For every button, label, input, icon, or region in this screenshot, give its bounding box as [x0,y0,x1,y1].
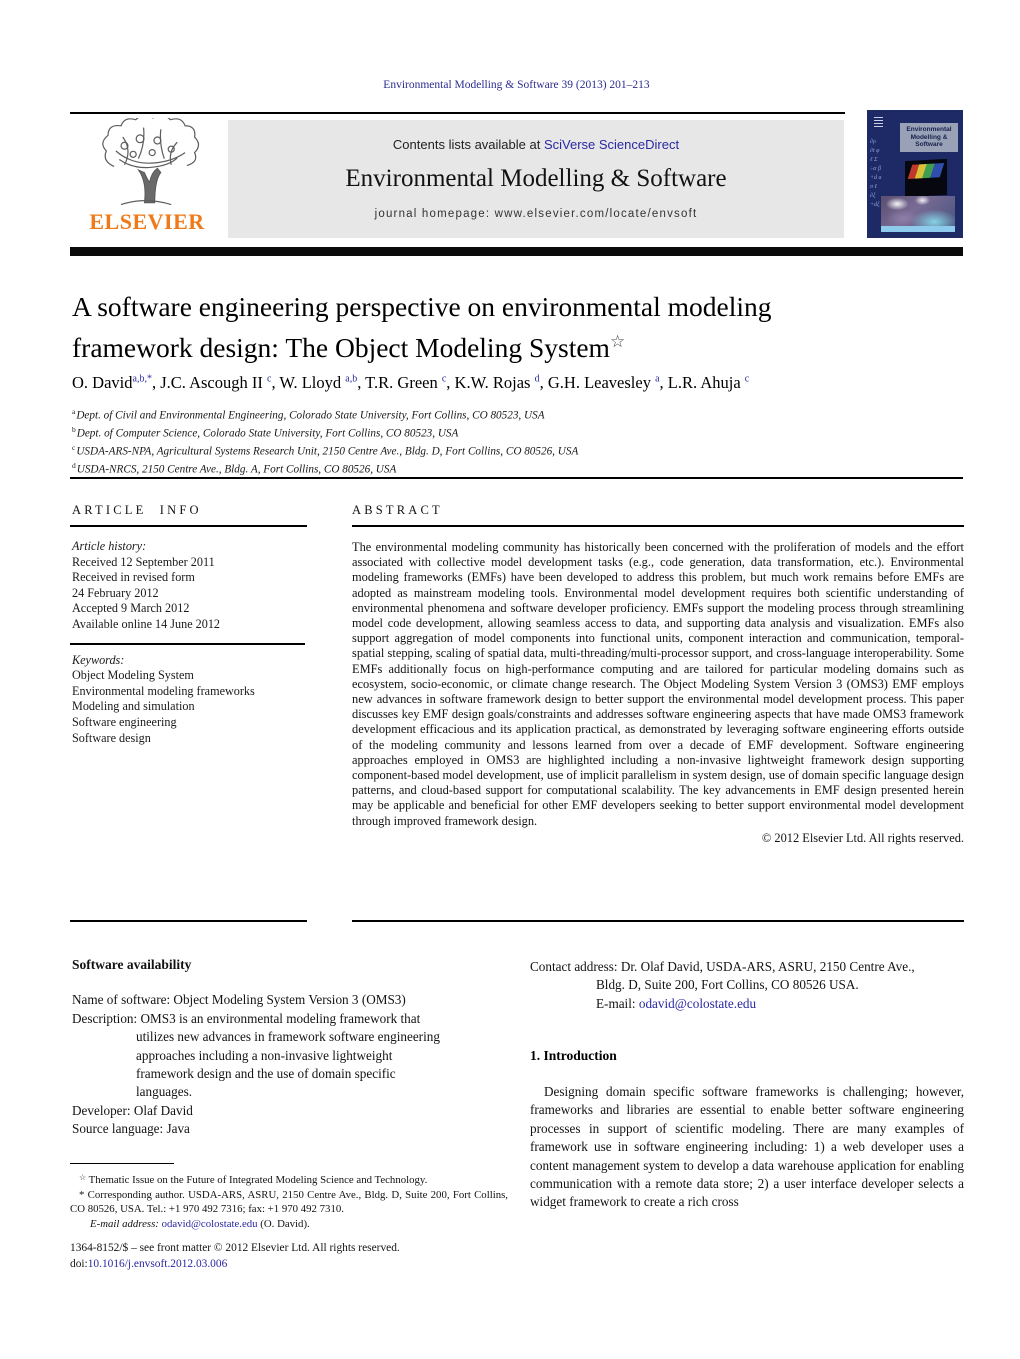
corresponding-author-footnote: * Corresponding author. USDA-ARS, ASRU, 2150 Centre Ave., Bldg. D, Suite 200, Fort Collins, CO 80526, USA. Tel.: +1 970 492 7316; fax: +1 970 492 7310. [70,1188,508,1216]
author: , W. Lloyd $^{a,b}$ [271,373,358,392]
software-availability-line: Description: OMS3 is an environmental modeling framework that [72,1010,421,1026]
history-entry: Accepted 9 March 2012 [72,601,190,616]
author: , G.H. Leavesley $^a$ [539,373,660,392]
abstract-bottom-rule-left [70,920,307,922]
author-affiliation-marker[interactable]: a [655,373,660,385]
running-head-citation: Environmental Modelling & Software 39 (2013) 201–213 [383,79,650,91]
affiliation: $^c$USDA-ARS-NPA, Agricultural Systems Research Unit, 2150 Centre Ave., Bldg. D, Fort Collins, CO 80526, USA [72,443,579,459]
cover-bottom-strip [881,226,955,232]
contact-email-link[interactable]: odavid@colostate.edu [638,995,757,1011]
header-top-rule [70,112,845,114]
affiliations-list [72,405,952,478]
author: , K.W. Rojas $^d$ [446,373,540,392]
article-title [72,289,912,365]
title-section-rule [70,477,963,479]
software-availability-line: Developer: Olaf David [72,1102,193,1118]
cover-equations-decoration: ∂ρ ∂t φ ℓ Σ ÷α β +d a π ℓ ∂ξ +dξ [870,139,882,208]
article-title-line2: framework design: The Object Modeling System [72,332,610,363]
history-entry: 24 February 2012 [72,585,159,600]
author: , T.R. Green $^c$ [357,373,447,392]
article-title-line1: A software engineering perspective on environmental modeling [72,291,772,322]
thematic-issue-footnote: ☆ Thematic Issue on the Future of Integrated Modeling Science and Technology. [79,1173,428,1186]
author-affiliation-marker[interactable]: c [267,373,272,385]
copyright-line: © 2012 Elsevier Ltd. All rights reserved. [761,830,964,845]
article-info-block [72,539,324,746]
abstract-heading: ABSTRACT [352,503,443,517]
footnote-rule [70,1163,174,1164]
author: , L.R. Ahuja $^c$ [659,373,750,392]
article-info-heading: ARTICLE INFO [72,503,202,517]
introduction-paragraph: Designing domain specific software frameworks is challenging; however, frameworks and libraries are essential to enable better software engineering processes in support of scientific modeling. There are many examples of framework use in software engineering including: 1) a web developer uses a content management system to develop a data warehouse application for enabling communication with a remote data store; 2) a user interface developer selects a widget framework to create a rich cross [530,1084,964,1210]
elsevier-wordmark: ELSEVIER [89,209,205,234]
affiliation: $^a$Dept. of Civil and Environmental Engineering, Colorado State University, Fort Collins, CO 80523, USA [72,407,545,422]
software-availability-line: Source language: Java [72,1121,190,1137]
keywords-label: Keywords: [72,652,125,667]
software-availability-section [72,956,512,1139]
sciverse-sciencedirect-link[interactable]: SciVerse ScienceDirect [543,137,680,152]
contact-email-line: E-mail: odavid@colostate.edu [596,995,757,1011]
keyword: Software engineering [72,714,177,729]
software-availability-line: utilizes new advances in framework software engineering [136,1029,440,1045]
abstract-text: The environmental modeling community has historically been concerned with the proliferation of models and the effort associated with collective model development tasks (e.g., code generation, data transformation, etc.). Environmental modeling frameworks (EMFs) have been developed to address this problem, but much work remains before EMFs are adopted as mainstream modeling tools. Environmental model development requires both scientific understanding of environmental phenomena and software developer proficiency. EMFs support the modeling process through streamlining model code development, allowing seamless access to data, and supporting data analysis and visualization. EMFs also support aggregation of model components into functional units, component interaction and communication, temporal-spatial stepping, scaling of spatial data, multi-threading/multi-processor support, and cross-language interoperability. Some EMFs additionally focus on high-performance computing and are tailored for particular modeling domains such as ecosystem, socio-economic, or climate change research. The Object Modeling System Version 3 (OMS3) EMF employs new advances in software framework design to better support the environmental model development process. This paper discusses key EMF design goals/constraints and addresses software engineering aspects that have made OMS3 framework development efficacious and its application practical, as demonstrated by leveraging software engineering efforts outside of the modeling community and lessons learned from over a decade of EMF development. Software engineering approaches employed in OMS3 are highlighted including a non-invasive lightweight framework design supporting component-based model development, use of implicit parallelism in system design, use of domain specific language design patterns, and cloud-based support for computational scalability. The key advancements in EMF design presented herein may be applicable and beneficial for other EMF developers seeking to better support environmental model development through improved framework design. [352,540,964,828]
contact-line: Contact address: Dr. Olaf David, USDA-ARS, ASRU, 2150 Centre Ave., [530,959,915,974]
journal-title: Environmental Modelling & Software [345,165,727,192]
software-availability-line: framework design and the use of domain specific [136,1066,396,1082]
thematic-issue-star-icon: ☆ [609,332,626,351]
affiliation: $^d$USDA-NRCS, 2150 Centre Ave., Bldg. A, Fort Collins, CO 80526, USA [72,461,397,477]
author-affiliation-marker[interactable]: a,b [345,373,358,385]
contents-line [228,137,844,152]
article-history-label: Article history: [72,539,147,553]
cover-journal-title: Environmental Modelling & Software [900,123,958,152]
footnote-asterisk-icon: * [79,1188,85,1201]
imprint-block [70,1240,570,1272]
software-availability-line: Name of software: Object Modeling System Version 3 (OMS3) [72,992,406,1008]
keyword: Software design [72,730,151,745]
journal-cover-thumbnail [867,110,963,238]
issn-copyright-line: 1364-8152/$ – see front matter © 2012 Elsevier Ltd. All rights reserved. [70,1242,400,1254]
contents-prefix: Contents lists available at [392,137,544,152]
abstract-block [352,540,964,846]
keyword: Modeling and simulation [72,699,195,714]
history-entry: Available online 14 June 2012 [72,616,221,631]
author-affiliation-marker[interactable]: c [441,373,447,385]
doi-link[interactable]: 10.1016/j.envsoft.2012.03.006 [87,1258,228,1270]
affiliation: $^b$Dept. of Computer Science, Colorado State University, Fort Collins, CO 80523, USA [72,425,459,440]
header-divider-bar [70,247,963,256]
abstract-rule [352,525,964,527]
footnote-email-link[interactable]: odavid@colostate.edu [161,1217,258,1230]
elsevier-logo [72,118,222,240]
author: , J.C. Ascough II $^c$ [151,373,272,392]
software-availability-line: languages. [136,1084,193,1100]
author-affiliation-marker[interactable]: c [744,373,750,385]
history-entry: Received 12 September 2011 [72,554,215,569]
elsevier-tree-mark-icon [874,115,883,127]
software-availability-heading: Software availability [72,957,192,972]
author: O. David$^{a,b,*}$ [72,373,152,392]
introduction-heading: 1. Introduction [530,1048,617,1063]
keywords-divider-rule [70,643,305,645]
journal-homepage-line[interactable]: journal homepage: www.elsevier.com/locate/envsoft [374,208,698,220]
journal-header-box [228,120,844,238]
elsevier-tree-icon [93,118,201,208]
footnotes-block [70,1171,508,1231]
abstract-bottom-rule-right [352,920,964,922]
history-entry: Received in revised form [72,570,195,585]
footnote-star-icon: ☆ [79,1173,87,1182]
contact-line: Bldg. D, Suite 200, Fort Collins, CO 80526 USA. [596,977,859,993]
software-availability-line: approaches including a non-invasive lightweight [136,1047,393,1063]
author-affiliation-marker[interactable]: a,b,* [132,373,152,385]
contact-address-block [530,958,964,1013]
cover-terrain-plot [905,159,947,197]
author-affiliation-marker[interactable]: d [534,373,540,385]
keyword: Environmental modeling frameworks [72,683,255,698]
doi-line: doi:10.1016/j.envsoft.2012.03.006 [70,1258,228,1270]
footnote-email-line: E-mail address: odavid@colostate.edu (O. David). [90,1217,310,1230]
article-info-rule [70,525,307,527]
keyword: Object Modeling System [72,668,194,683]
author-line [72,373,952,393]
